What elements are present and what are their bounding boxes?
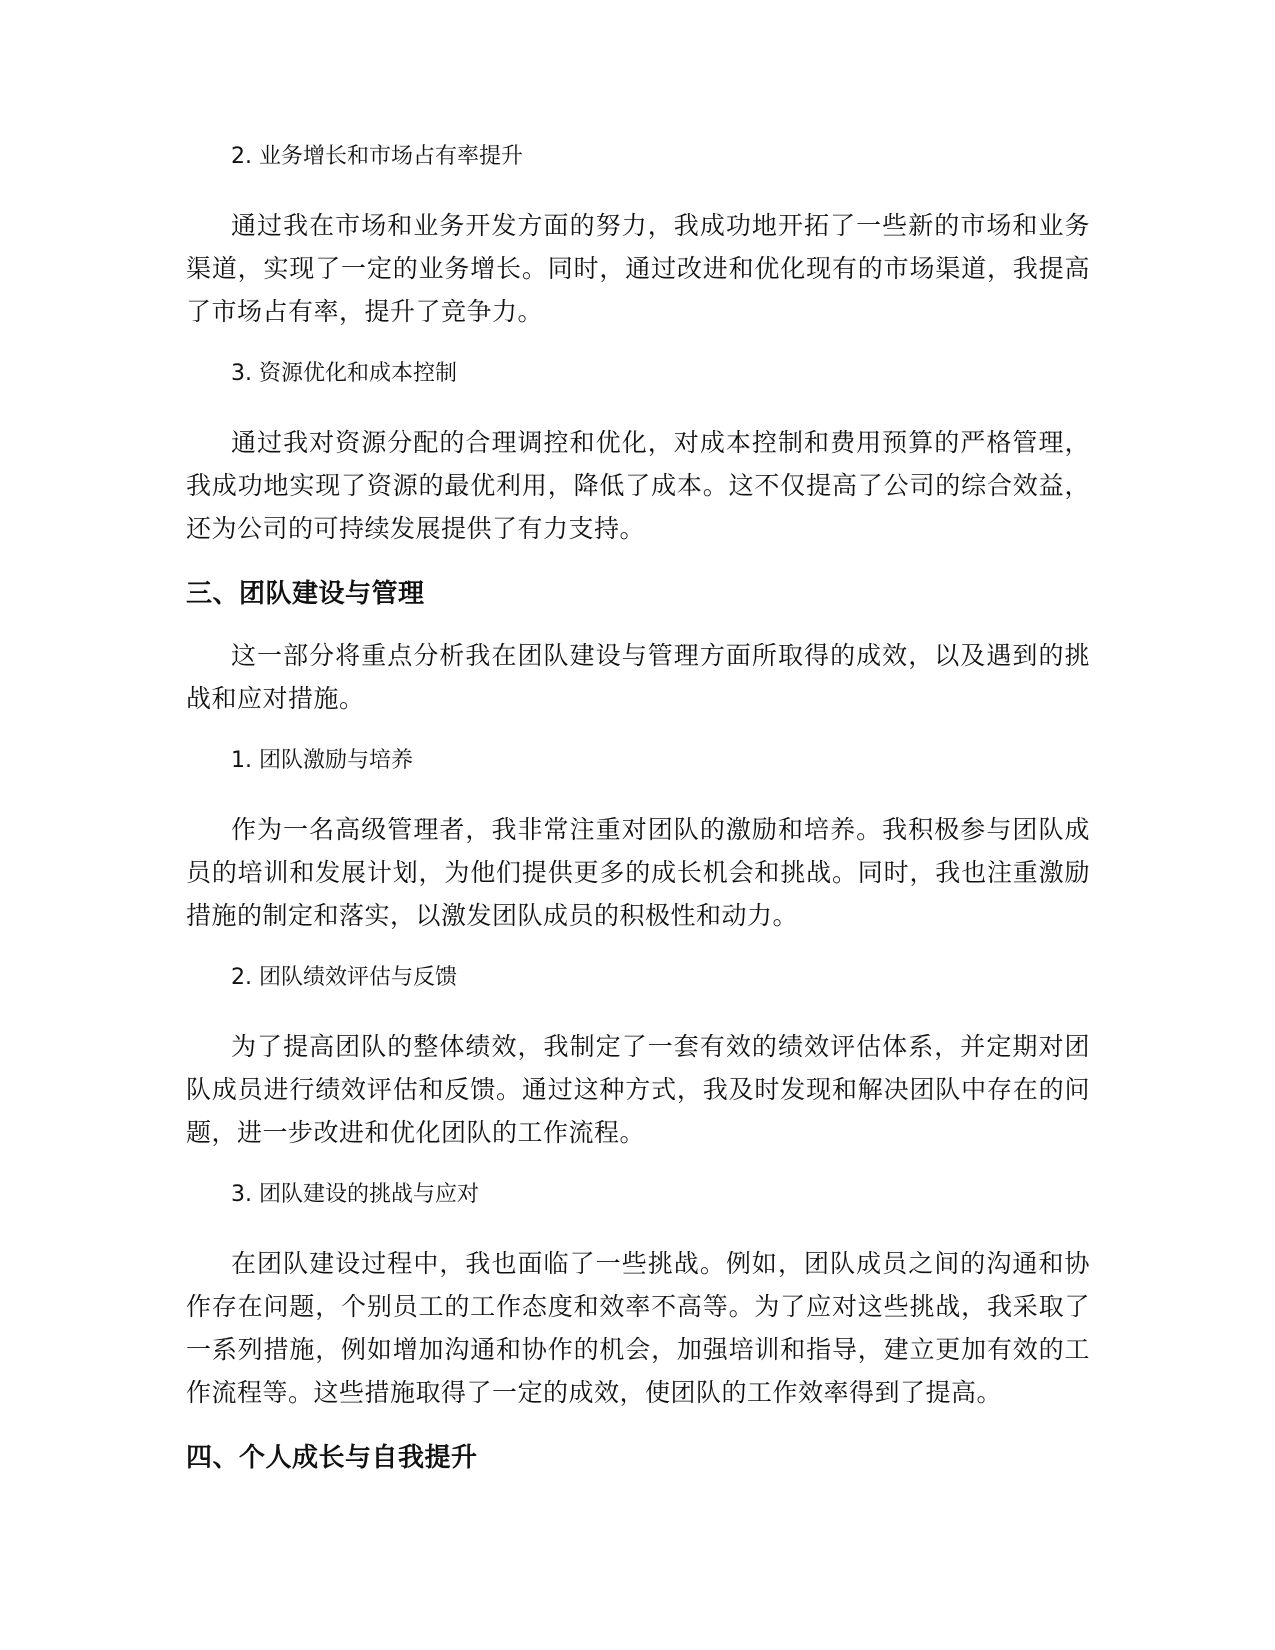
subheading-resource-optimization: 3. 资源优化和成本控制 bbox=[231, 361, 457, 386]
page-content bbox=[186, 140, 1090, 1498]
section-heading-team-building: 三、团队建设与管理 bbox=[186, 579, 425, 609]
paragraph-team-performance: 为了提高团队的整体绩效，我制定了一套有效的绩效评估体系，并定期对团队成员进行绩效评估和反馈。通过这种方式，我及时发现和解决团队中存在的问题，进一步改进和优化团队的工作流程。 bbox=[186, 1032, 1090, 1147]
subheading-team-performance: 2. 团队绩效评估与反馈 bbox=[231, 965, 457, 990]
subheading-team-motivation: 1. 团队激励与培养 bbox=[231, 748, 413, 773]
paragraph-team-challenge: 在团队建设过程中，我也面临了一些挑战。例如，团队成员之间的沟通和协作存在问题，个别员工的工作态度和效率不高等。为了应对这些挑战，我采取了一系列措施，例如增加沟通和协作的机会，加强培训和指导，建立更加有效的工作流程等。这些措施取得了一定的成效，使团队的工作效率得到了提高。 bbox=[186, 1249, 1090, 1407]
subheading-team-challenge: 3. 团队建设的挑战与应对 bbox=[231, 1182, 479, 1207]
subheading-market-growth: 2. 业务增长和市场占有率提升 bbox=[231, 144, 523, 169]
paragraph-resource-optimization: 通过我对资源分配的合理调控和优化，对成本控制和费用预算的严格管理，我成功地实现了资源的最优利用，降低了成本。这不仅提高了公司的综合效益，还为公司的可持续发展提供了有力支持。 bbox=[186, 428, 1090, 543]
section-heading-personal-growth: 四、个人成长与自我提升 bbox=[186, 1443, 478, 1473]
paragraph-team-motivation: 作为一名高级管理者，我非常注重对团队的激励和培养。我积极参与团队成员的培训和发展计划，为他们提供更多的成长机会和挑战。同时，我也注重激励措施的制定和落实，以激发团队成员的积极性和动力。 bbox=[186, 815, 1090, 930]
paragraph-team-intro: 这一部分将重点分析我在团队建设与管理方面所取得的成效，以及遇到的挑战和应对措施。 bbox=[186, 641, 1090, 713]
paragraph-market-growth: 通过我在市场和业务开发方面的努力，我成功地开拓了一些新的市场和业务渠道，实现了一定的业务增长。同时，通过改进和优化现有的市场渠道，我提高了市场占有率，提升了竞争力。 bbox=[186, 211, 1090, 326]
